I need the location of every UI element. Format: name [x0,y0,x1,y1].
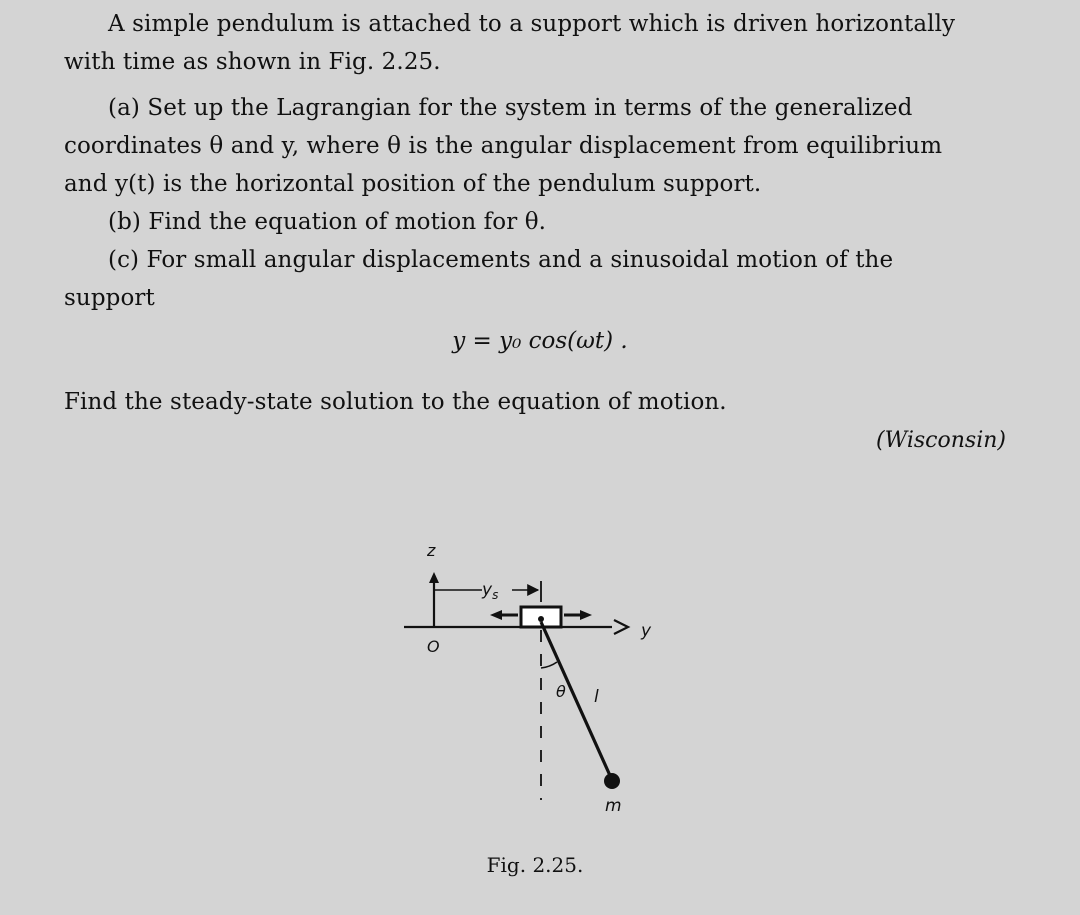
theta-label: θ [556,682,566,701]
source-attribution: (Wisconsin) [876,428,1006,453]
intro-line-1: A simple pendulum is attached to a support which is driven horizontally [108,11,956,37]
ys-label-subscript: s [492,588,499,602]
theta-angle-arc [541,662,557,668]
part-a-line-2: coordinates θ and y, where θ is the angular displacement from equilibrium [64,133,943,159]
part-b: (b) Find the equation of motion for θ. [108,209,547,235]
part-a-line-3: and y(t) is the horizontal position of the pendulum support. [64,171,762,197]
problem-parts [64,89,1006,317]
closing-line: Find the steady-state solution to the equation of motion. [64,389,727,415]
left-motion-arrowhead [490,610,502,620]
support-motion-equation: y = y₀ cos(ωt) . [452,328,628,354]
origin-label: O [427,637,440,656]
pendulum-figure [380,525,680,855]
pivot-point [538,616,544,622]
right-motion-arrowhead [580,610,592,620]
z-axis-label: z [427,541,436,560]
problem-intro [64,5,1006,81]
figure-caption: Fig. 2.25. [486,853,584,877]
part-a-line-1: (a) Set up the Lagrangian for the system in terms of the generalized [108,95,913,121]
part-c-line-1: (c) For small angular displacements and a sinusoidal motion of the [108,247,894,273]
y-axis-label: y [641,621,652,641]
ys-label [481,580,498,602]
part-c-line-2: support [64,285,155,311]
z-axis-arrow [429,572,439,583]
length-label: l [594,687,599,707]
ys-label-main: y [482,580,493,600]
y-axis-arrow [614,620,628,634]
pendulum-rod [541,622,612,780]
closing-instruction [64,383,1006,421]
mass-label: m [605,796,622,816]
intro-line-2: with time as shown in Fig. 2.25. [64,49,441,75]
pendulum-bob [604,773,620,789]
